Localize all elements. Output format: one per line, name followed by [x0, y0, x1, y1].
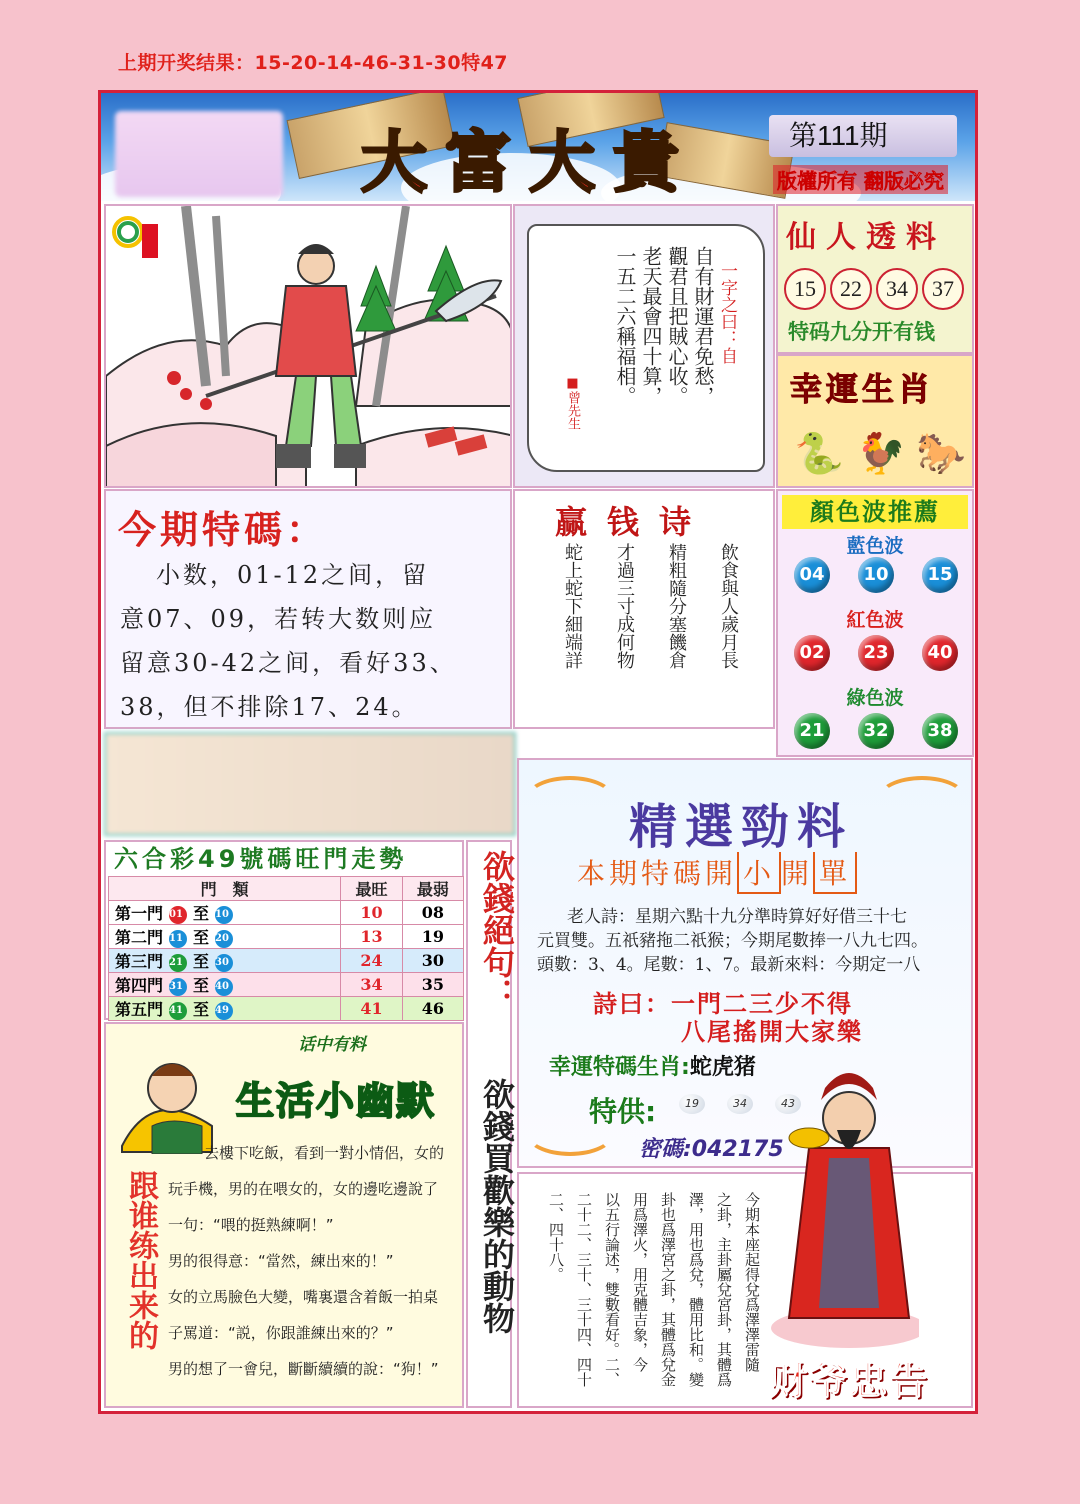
win-column: 精粗隨分塞饑倉: [666, 543, 687, 669]
xian-title: 仙人透料: [786, 220, 946, 255]
col-header: 最旺: [341, 877, 402, 901]
advice-column: 以五行論述，雙數看好。二、: [603, 1192, 621, 1387]
win-column: 才過三寸成何物: [614, 543, 635, 669]
worst-cell: 08: [402, 901, 463, 925]
color-wave-panel: [776, 489, 974, 757]
tegong-ball: 43: [775, 1094, 801, 1114]
advice-column: 二、四十八。: [547, 1192, 565, 1282]
table-row: [109, 973, 464, 997]
special-body: [120, 553, 510, 729]
warrior-illustration: [104, 204, 512, 488]
issue-number: 第111期: [769, 115, 957, 157]
selection-line: 元買雙。五祇豬拖二祇猴；今期尾數捧一八九七四。: [537, 931, 928, 951]
green-ball: 38: [922, 713, 958, 749]
range-sep: 至: [193, 1000, 210, 1019]
verse-bottom: 欲錢買歡樂的動物: [478, 1078, 516, 1334]
advice-column: 二十二、三十、三十四、四十: [575, 1192, 593, 1387]
range-from-ball: 01: [169, 906, 187, 924]
humor-title: 生活小幽默: [236, 1079, 437, 1123]
luck-value: 蛇虎猪: [689, 1055, 756, 1080]
sub-box: 小: [737, 852, 781, 894]
table-row: [109, 901, 464, 925]
row-label: [109, 949, 341, 973]
col-header: 最弱: [402, 877, 463, 901]
selection-poem: 詩曰：一門二三少不得: [593, 990, 853, 1018]
door-label: 第二門: [115, 928, 164, 947]
color-group-label: 紅色波: [846, 609, 904, 631]
humor-line: 去樓下吃飯，看到一對小情侶，女的: [204, 1144, 445, 1162]
humor-line: 玩手機，男的在喂女的，女的邊吃邊說了: [168, 1180, 439, 1198]
poem-column: 老天最會四十算，: [639, 246, 663, 406]
xian-ren-panel: [776, 204, 974, 354]
green-ball: 21: [794, 713, 830, 749]
humor-panel: [104, 1022, 464, 1408]
best-cell: 10: [341, 901, 402, 925]
best-cell: 41: [341, 997, 402, 1021]
xian-note: 特码九分开有钱: [788, 320, 935, 344]
worst-cell: 46: [402, 997, 463, 1021]
advice-column: 今期本座起得兌爲澤澤雷隨: [743, 1192, 761, 1372]
advice-column: 用爲澤火，用克體吉象，今: [631, 1192, 649, 1372]
wealth-god-panel: [517, 1172, 973, 1408]
range-from-ball: 11: [169, 930, 187, 948]
blue-ball: 10: [858, 557, 894, 593]
advice-column: 澤，用也爲兌，體用比和。變: [687, 1192, 705, 1387]
win-poem-panel: [513, 489, 775, 729]
humor-tag: 话中有料: [298, 1035, 366, 1055]
trend-title: 六合彩49號碼旺門走勢: [114, 845, 408, 873]
best-cell: 24: [341, 949, 402, 973]
advice-column: 卦也爲澤宮之卦，其體爲兌金: [659, 1192, 677, 1387]
tegong-ball: 34: [727, 1094, 753, 1114]
range-to-ball: 40: [215, 978, 233, 996]
door-label: 第一門: [115, 904, 164, 923]
verse-top: 欲錢絕句：: [478, 850, 516, 1010]
tegong-label: 特供:: [589, 1095, 657, 1128]
selection-poem: 八尾搖開大家樂: [681, 1018, 863, 1046]
worst-cell: 35: [402, 973, 463, 997]
sub-box: 單: [813, 852, 857, 894]
row-label: [109, 997, 341, 1021]
worst-cell: 19: [402, 925, 463, 949]
old-man-illustration: [112, 1046, 232, 1154]
color-head: 顏色波推薦: [782, 495, 968, 529]
wealth-god-illustration: [769, 1058, 919, 1348]
red-ball: 40: [922, 635, 958, 671]
humor-line: 男的想了一會兒，斷斷續續的說：“狗！”: [168, 1360, 439, 1378]
range-sep: 至: [193, 952, 210, 971]
range-sep: 至: [193, 976, 210, 995]
rooster-icon: 🐓: [856, 431, 906, 477]
sub-text: 本期特碼開: [577, 857, 738, 890]
range-to-ball: 20: [215, 930, 233, 948]
luck-label: 幸運特碼生肖:: [549, 1055, 690, 1080]
win-column: 飲食與人歲月長: [718, 543, 739, 669]
verse-panel: [466, 840, 516, 1408]
number-ball: 15: [784, 268, 826, 310]
trend-table: [108, 876, 464, 1021]
range-sep: 至: [193, 904, 210, 923]
color-group-label: 藍色波: [846, 535, 904, 557]
poem-column: 一五二六稱福相。: [613, 246, 637, 406]
blue-ball: 04: [794, 557, 830, 593]
humor-line: 男的很得意：“當然，練出來的！”: [168, 1252, 394, 1270]
table-row: [109, 997, 464, 1021]
table-row: [109, 925, 464, 949]
selection-line: 頭數：3、4。尾數：1、7。最新來料：今期定一八: [537, 955, 921, 975]
special-line: 意07、09，若转大数则应: [120, 605, 437, 633]
number-ball: 22: [830, 268, 872, 310]
col-header: 門 類: [109, 877, 341, 901]
selection-subtitle: [577, 852, 857, 894]
door-label: 第三門: [115, 952, 164, 971]
range-to-ball: 49: [215, 1002, 233, 1020]
poem-side-label: 一字之曰：自: [717, 262, 737, 364]
humor-line: 子罵道：“説，你跟誰練出來的？”: [168, 1324, 394, 1342]
header-banner: [101, 93, 975, 201]
copyright-text: 版權所有 翻版必究: [773, 165, 948, 194]
trend-table-panel: [104, 840, 464, 1020]
range-from-ball: 41: [169, 1002, 187, 1020]
special-line: 留意30-42之间，看好33、: [120, 649, 457, 677]
green-ball: 32: [858, 713, 894, 749]
lucky-zodiac-panel: [776, 354, 974, 488]
luck-title: 幸運生肖: [790, 370, 935, 408]
selection-line: 老人詩：星期六點十九分準時算好好借三十七: [567, 907, 907, 927]
door-label: 第五門: [115, 1000, 164, 1019]
poem-column: 觀君且把賊心收。: [665, 246, 689, 406]
main-title: 大富大貴: [361, 123, 697, 201]
range-to-ball: 30: [215, 954, 233, 972]
best-cell: 13: [341, 925, 402, 949]
horse-icon: 🐎: [916, 431, 966, 477]
blue-ball: 15: [922, 557, 958, 593]
selection-luck: [549, 1050, 756, 1081]
special-code-panel: [104, 489, 512, 729]
blurred-logo: [115, 111, 283, 197]
row-label: [109, 901, 341, 925]
blurred-ad: [104, 732, 516, 836]
color-group-label: 綠色波: [846, 687, 904, 709]
humor-line: 女的立馬臉色大變，嘴裏還含着飯一拍桌: [168, 1288, 439, 1306]
number-ball: 37: [922, 268, 964, 310]
red-ball: 02: [794, 635, 830, 671]
range-sep: 至: [193, 928, 210, 947]
row-label: [109, 973, 341, 997]
worst-cell: 30: [402, 949, 463, 973]
special-line: 38，但不排除17、24。: [120, 693, 419, 721]
sub-text: 開: [781, 857, 814, 890]
special-line: 小数，01-12之间，留: [156, 561, 430, 589]
row-label: [109, 925, 341, 949]
wealth-god-title: 财爷忠告: [769, 1359, 930, 1403]
special-title: 今期特碼：: [118, 507, 329, 552]
poem-author: ■曾先生: [565, 376, 580, 430]
range-to-ball: 10: [215, 906, 233, 924]
best-cell: 34: [341, 973, 402, 997]
poem-column: 自有財運君免愁，: [691, 246, 715, 406]
humor-side: 跟谁练出来的: [123, 1170, 158, 1350]
snake-icon: 🐍: [794, 431, 844, 477]
tegong-ball: 19: [679, 1094, 705, 1114]
poem-scroll: [513, 204, 775, 488]
table-row: [109, 949, 464, 973]
previous-result: 上期开奖结果：15-20-14-46-31-30特47: [118, 52, 509, 74]
humor-line: 一句：“喂的挺熟練啊！”: [168, 1216, 334, 1234]
range-from-ball: 31: [169, 978, 187, 996]
password: 密碼:042175: [639, 1137, 784, 1162]
win-title: 赢钱诗: [555, 503, 712, 541]
number-ball: 34: [876, 268, 918, 310]
red-ball: 23: [858, 635, 894, 671]
selection-title: 精選勁料: [629, 799, 854, 855]
win-column: 蛇上蛇下細端詳: [562, 543, 583, 669]
door-label: 第四門: [115, 976, 164, 995]
range-from-ball: 21: [169, 954, 187, 972]
advice-column: 之卦，主卦屬兌宮卦，其體爲: [715, 1192, 733, 1387]
